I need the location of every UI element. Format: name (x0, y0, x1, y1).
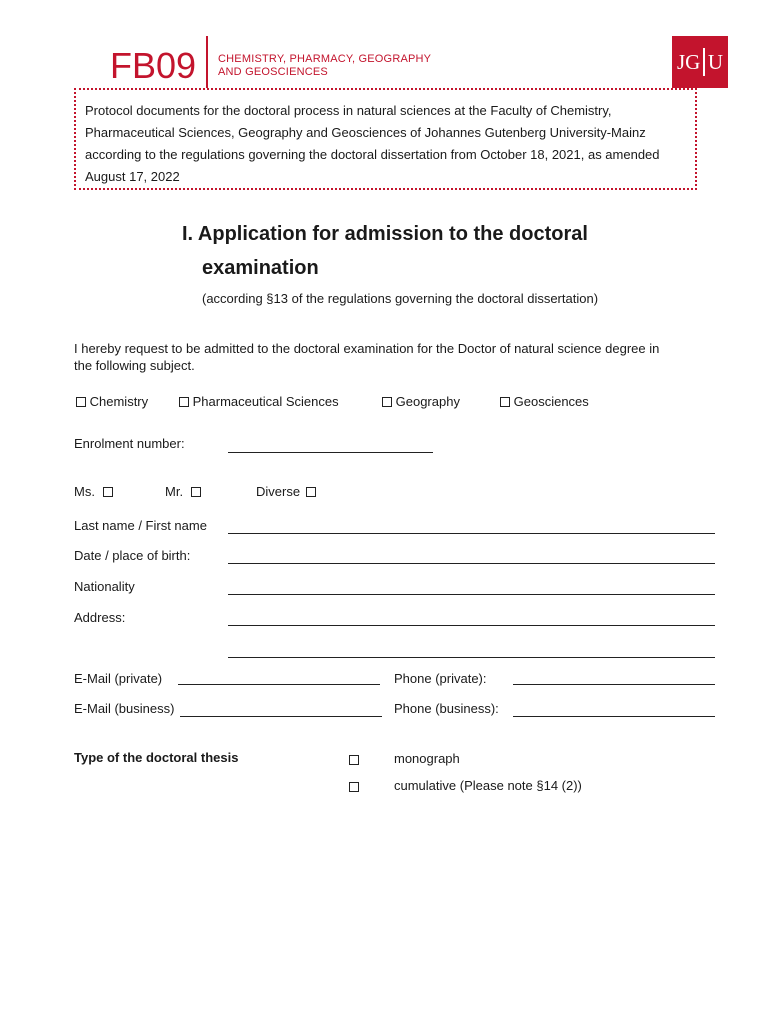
thesis-option-cumulative: cumulative (Please note §14 (2)) (394, 778, 582, 793)
enrolment-field[interactable] (228, 452, 433, 453)
address-field-line-1[interactable] (228, 625, 715, 626)
checkbox-monograph[interactable] (349, 751, 359, 769)
logo-text-right: U (707, 49, 723, 74)
nationality-field[interactable] (228, 594, 715, 595)
phone-private-label: Phone (private): (394, 671, 487, 686)
name-label: Last name / First name (74, 518, 207, 533)
logo-separator (703, 48, 705, 76)
checkbox-geography[interactable] (382, 397, 392, 407)
subject-option-geography (382, 394, 460, 410)
email-private-field[interactable] (178, 684, 380, 685)
salutation-diverse (256, 484, 316, 500)
checkbox-cumulative[interactable] (349, 778, 359, 796)
header-divider (206, 36, 208, 88)
logo-text-left: JG (676, 49, 701, 74)
address-field-line-2[interactable] (228, 657, 715, 658)
enrolment-label: Enrolment number: (74, 436, 185, 451)
jgu-logo (672, 36, 728, 88)
checkbox-box[interactable] (349, 782, 359, 792)
birth-field[interactable] (228, 563, 715, 564)
salutation-label: Mr. (165, 484, 184, 499)
email-business-label: E-Mail (business) (74, 701, 175, 716)
nationality-label: Nationality (74, 579, 135, 594)
checkbox-ms[interactable] (103, 487, 113, 497)
subject-option-geosciences (500, 394, 589, 410)
email-private-label: E-Mail (private) (74, 671, 163, 686)
department-name (218, 53, 431, 79)
phone-private-field[interactable] (513, 684, 715, 685)
email-business-field[interactable] (180, 716, 382, 717)
subject-label: Pharmaceutical Sciences (192, 394, 339, 409)
subject-label: Geography (395, 394, 460, 409)
checkbox-chemistry[interactable] (76, 397, 86, 407)
checkbox-pharmaceutical[interactable] (179, 397, 189, 407)
phone-business-field[interactable] (513, 716, 715, 717)
subject-option-chemistry (76, 394, 148, 410)
checkbox-mr[interactable] (191, 487, 201, 497)
intro-text: Protocol documents for the doctoral process in natural sciences at the Faculty of Chemistry, Pharmaceutical Sciences, Geography and Geosciences of Johannes Gutenberg University-Mainz according to the regulations governing the doctoral dissertation from October 18, 2021, as amended August 17, 2022 (85, 103, 660, 184)
checkbox-box[interactable] (349, 755, 359, 765)
birth-label: Date / place of birth: (74, 548, 191, 563)
salutation-mr (165, 484, 201, 500)
checkbox-diverse[interactable] (306, 487, 316, 497)
section-title-line-2: examination (202, 257, 319, 279)
subject-label: Chemistry (89, 394, 149, 409)
salutation-label: Diverse (256, 484, 301, 499)
section-subtitle: (according §13 of the regulations governing the doctoral dissertation) (202, 291, 599, 306)
name-field[interactable] (228, 533, 715, 534)
thesis-type-label: Type of the doctoral thesis (74, 750, 239, 765)
faculty-code: FB09 (110, 45, 197, 86)
department-line-1: CHEMISTRY, PHARMACY, GEOGRAPHY (218, 53, 432, 65)
salutation-label: Ms. (74, 484, 95, 499)
department-line-2: AND GEOSCIENCES (218, 66, 328, 78)
checkbox-geosciences[interactable] (500, 397, 510, 407)
section-title-line-1: I. Application for admission to the doctoral (182, 223, 588, 245)
subject-option-pharmaceutical (179, 394, 339, 410)
thesis-option-monograph: monograph (394, 751, 460, 766)
address-label: Address: (74, 610, 126, 625)
request-text: I hereby request to be admitted to the doctoral examination for the Doctor of natural science degree in the following subject. (74, 341, 660, 373)
phone-business-label: Phone (business): (394, 701, 499, 716)
salutation-ms (74, 484, 113, 500)
subject-label: Geosciences (513, 394, 589, 409)
